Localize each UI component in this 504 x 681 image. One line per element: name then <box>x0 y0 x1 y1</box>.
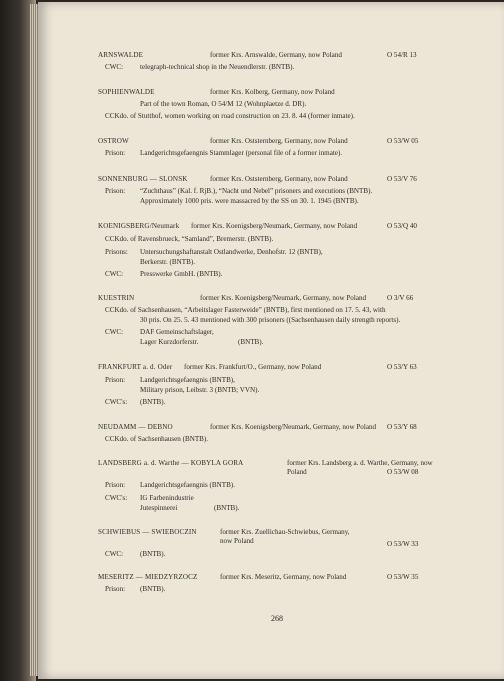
category-label: CWC's: <box>105 494 128 502</box>
location-text: former Krs. Arnswalde, Germany, now Poland <box>210 51 342 59</box>
map-code: O 3/V 66 <box>387 294 414 302</box>
map-code: O 53/Y 63 <box>387 363 417 371</box>
category-text: DAF Gemeinschaftslager, <box>140 328 214 336</box>
location-text: former Krs. Frankfurt/O., Germany, now Poland <box>184 363 322 371</box>
category-text: (BNTB). <box>140 585 166 593</box>
category-label: Prison: <box>105 187 126 195</box>
location-text: former Krs. Zuellichau-Schwiebus, Germany, <box>220 528 350 536</box>
place-name: KOENIGSBERG/Neumark <box>98 222 180 230</box>
category-text: CCKdo. of Stutthof, women working on road construction on 23. 8. 44 (former inmate). <box>105 112 355 120</box>
category-label: CWC: <box>105 270 124 278</box>
place-name: FRANKFURT a. d. Oder <box>98 363 173 371</box>
map-code: O 53/Y 68 <box>387 423 417 431</box>
page-number: 268 <box>271 614 283 623</box>
map-code: O 53/Q 40 <box>387 222 417 230</box>
map-code: O 53/V 76 <box>387 175 417 183</box>
place-name: MESERITZ — MIEDZYRZOCZ <box>98 573 198 581</box>
map-code: O 53/W 33 <box>387 540 419 548</box>
place-name: SOPHIENWALDE <box>98 88 155 96</box>
map-code: O 54/R 13 <box>387 51 417 59</box>
category-label: Prison: <box>105 149 126 157</box>
category-label: Prison: <box>105 585 126 593</box>
location-text: Poland <box>287 468 307 476</box>
place-name: ARNSWALDE <box>98 51 144 59</box>
location-text: former Krs. Koenigsberg/Neumark, Germany, now Poland <box>191 222 358 230</box>
source-ref: (BNTB). <box>238 338 264 346</box>
place-name: LANDSBERG a. d. Warthe — KOBYLA GORA <box>98 459 244 467</box>
place-name: SCHWIEBUS — SWIEBOCZIN <box>98 528 197 536</box>
category-text: “Zuchthaus” (Kal. f. RjB.), “Nacht und Nebel” prisoners and executions (BNTB). <box>140 187 373 195</box>
category-text: Presswerke GmbH. (BNTB). <box>140 270 223 278</box>
description-text: Part of the town Roman, O 54/M 12 (Wohnplaetze d. DR). <box>140 100 307 108</box>
map-code: O 53/W 08 <box>387 468 419 476</box>
location-text: former Krs. Kolberg, Germany, now Poland <box>210 88 335 96</box>
map-code: O 53/W 05 <box>387 137 419 145</box>
category-label: CWC's: <box>105 398 128 406</box>
category-text: Landgerichtsgefaengnis (BNTB). <box>140 481 235 489</box>
category-text: Approximately 1000 pris. were massacred by the SS on 30. 1. 1945 (BNTB). <box>140 197 359 205</box>
category-text: (BNTB). <box>140 550 166 558</box>
category-text: Landgerichtsgefaengnis Stammlager (personal file of a former inmate). <box>140 149 343 157</box>
category-text: Military prison, Leibstr. 3 (BNTB; VVN). <box>140 386 260 394</box>
category-label: Prisons: <box>105 248 128 256</box>
location-text: now Poland <box>220 537 254 545</box>
place-name: SONNENBURG — SLONSK <box>98 175 188 183</box>
category-text: Untersuchungshaftanstalt Ostlandwerke, Denhofstr. 12 (BNTB), <box>140 248 323 256</box>
category-label: Prison: <box>105 376 126 384</box>
place-name: NEUDAMM — DEBNO <box>98 423 173 431</box>
category-text: Landgerichtsgefaengnis (BNTB), <box>140 376 235 384</box>
category-text: IG Farbenindustrie <box>140 494 194 502</box>
category-text: 30 pris. On 25. 5. 43 mentioned with 300 prisoners ((Sachsenhausen daily strength reports). <box>140 316 401 324</box>
place-name: OSTROW <box>98 137 129 145</box>
category-text: Berkerstr. (BNTB). <box>140 258 195 266</box>
category-text: CCKdo. of Ravensbrueck, “Samland”, Bremerstr. (BNTB). <box>105 235 274 243</box>
map-code: O 53/W 35 <box>387 573 419 581</box>
source-ref: (BNTB). <box>214 504 240 512</box>
category-label: CWC: <box>105 550 124 558</box>
category-text: Lager Kurzdorferstr. <box>140 338 199 346</box>
location-text: former Krs. Landsberg a. d. Warthe, Germany, now <box>287 459 433 467</box>
category-text: (BNTB). <box>140 398 166 406</box>
category-label: CWC: <box>105 328 124 336</box>
location-text: former Krs. Koenigsberg/Neumark, Germany, now Poland <box>200 294 367 302</box>
place-name: KUESTRIN <box>98 294 135 302</box>
category-text: Jutespinnerei <box>140 504 178 512</box>
category-text: telegraph-technical shop in the Neuendlerstr. (BNTB). <box>140 63 295 71</box>
category-text: CCKdo. of Sachsenhausen (BNTB). <box>105 435 209 443</box>
location-text: former Krs. Meseritz, Germany, now Poland <box>220 573 347 581</box>
location-text: former Krs. Oststernberg, Germany, now Poland <box>210 175 348 183</box>
location-text: former Krs. Oststernberg, Germany, now Poland <box>210 137 348 145</box>
category-text: CCKdo. of Sachsenhausen, “Arbeitslager Fasterweide” (BNTB), first mentioned on 17. 5. 43, with <box>105 306 386 314</box>
category-label: CWC: <box>105 63 124 71</box>
location-text: former Krs. Koenigsberg/Neumark, Germany, now Poland <box>210 423 377 431</box>
book-page <box>38 2 504 679</box>
category-label: Prison: <box>105 481 126 489</box>
